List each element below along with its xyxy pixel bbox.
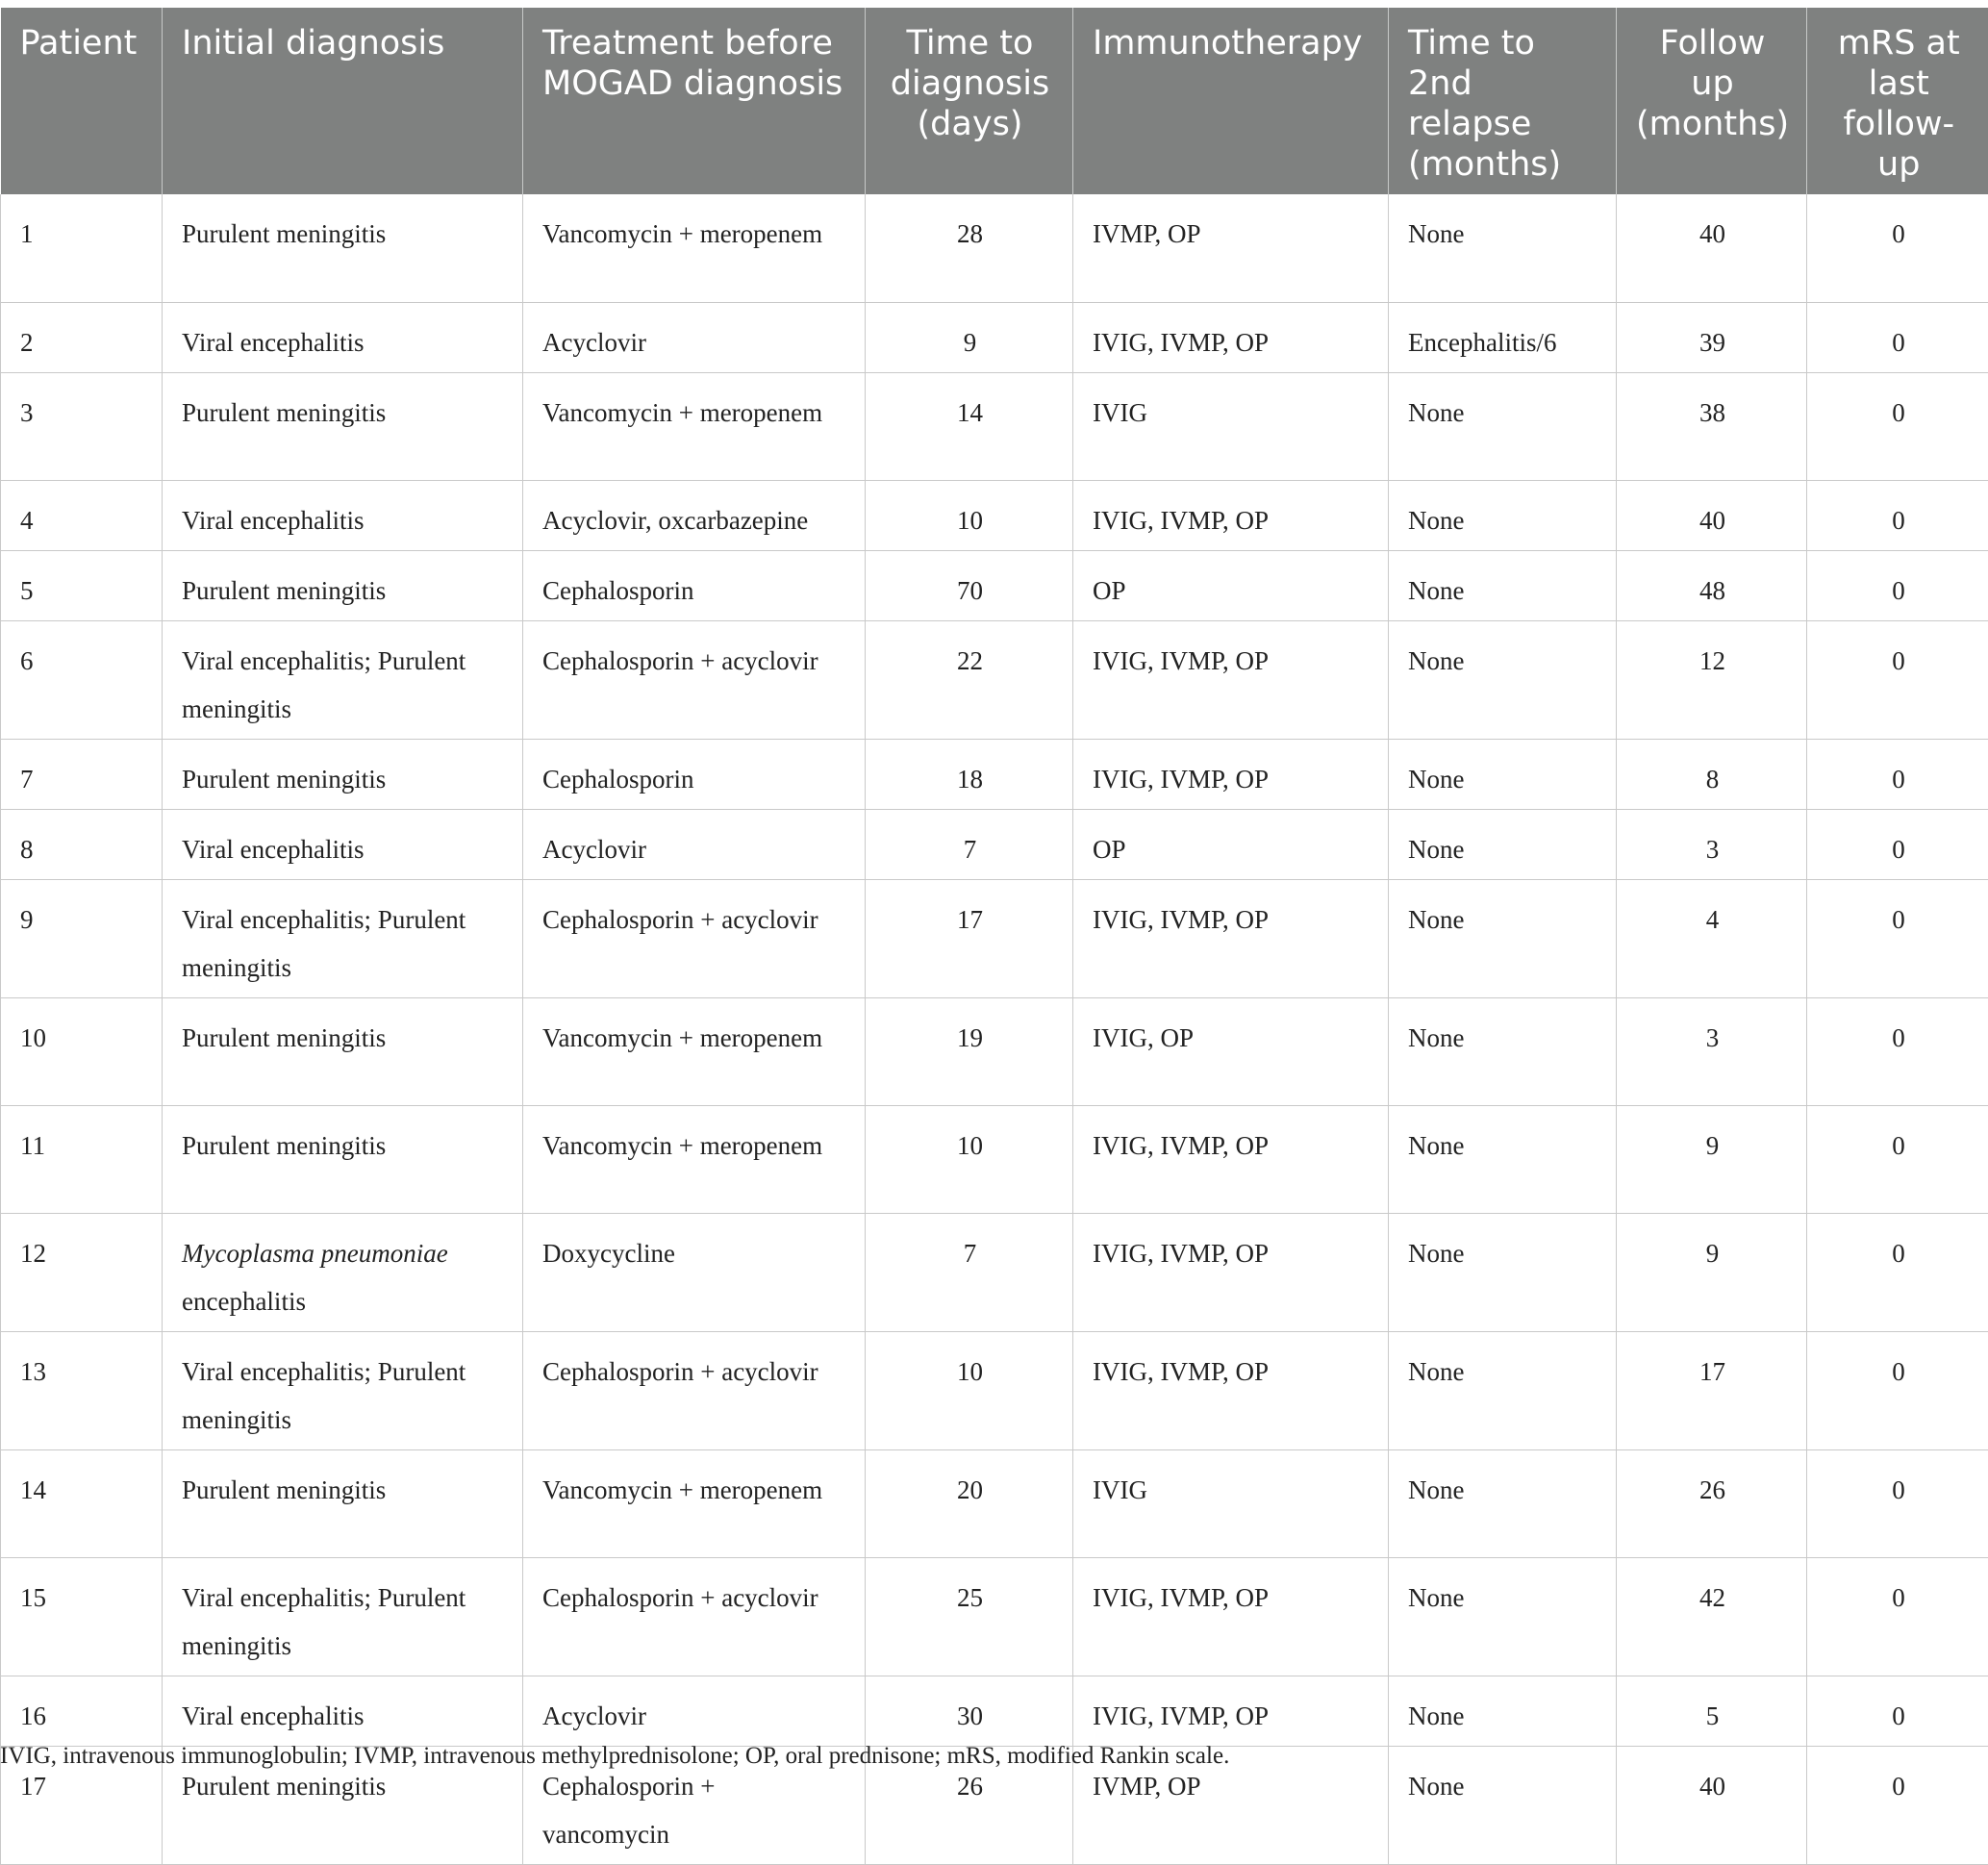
cell-time-to-diagnosis: 30 [866,1676,1073,1746]
cell-time-to-relapse: None [1389,194,1617,302]
cell-time-to-diagnosis: 10 [866,480,1073,550]
cell-initial-diagnosis: Purulent meningitis [163,1746,523,1864]
cell-patient: 15 [1,1557,163,1676]
cell-time-to-diagnosis: 20 [866,1449,1073,1557]
cell-time-to-relapse: None [1389,1676,1617,1746]
table-row [1,620,1988,739]
cell-mrs: 0 [1807,480,1988,550]
cell-time-to-diagnosis: 7 [866,809,1073,879]
cell-follow-up: 4 [1617,879,1807,997]
cell-treatment: Vancomycin + meropenem [523,372,866,480]
table-row [1,997,1988,1105]
cell-time-to-diagnosis: 25 [866,1557,1073,1676]
cell-immunotherapy: IVIG, IVMP, OP [1073,1676,1389,1746]
cell-treatment: Vancomycin + meropenem [523,1449,866,1557]
cell-initial-diagnosis: Purulent meningitis [163,372,523,480]
cell-time-to-relapse: None [1389,879,1617,997]
cell-initial-diagnosis: Purulent meningitis [163,739,523,809]
cell-follow-up: 9 [1617,1105,1807,1213]
table-row [1,809,1988,879]
cell-patient: 12 [1,1213,163,1331]
cell-treatment: Cephalosporin + acyclovir [523,1557,866,1676]
cell-time-to-relapse: Encephalitis/6 [1389,302,1617,372]
cell-time-to-relapse: None [1389,550,1617,620]
cell-patient: 17 [1,1746,163,1864]
cell-initial-diagnosis: Purulent meningitis [163,1449,523,1557]
cell-immunotherapy: IVIG, IVMP, OP [1073,480,1389,550]
cell-treatment: Cephalosporin + acyclovir [523,1331,866,1449]
cell-follow-up: 17 [1617,1331,1807,1449]
cell-mrs: 0 [1807,1331,1988,1449]
cell-treatment: Vancomycin + meropenem [523,194,866,302]
col-header-time-to-diagnosis: Time to diagnosis (days) [866,8,1073,194]
cell-time-to-diagnosis: 7 [866,1213,1073,1331]
cell-immunotherapy: IVIG, IVMP, OP [1073,302,1389,372]
cell-immunotherapy: IVIG, IVMP, OP [1073,739,1389,809]
cell-time-to-diagnosis: 14 [866,372,1073,480]
table-row [1,739,1988,809]
cell-time-to-relapse: None [1389,809,1617,879]
col-header-patient: Patient [1,8,163,194]
cell-initial-diagnosis: Purulent meningitis [163,550,523,620]
cell-time-to-relapse: None [1389,372,1617,480]
cell-immunotherapy: IVIG, IVMP, OP [1073,1331,1389,1449]
cell-follow-up: 26 [1617,1449,1807,1557]
table-row [1,1449,1988,1557]
cell-time-to-relapse: None [1389,997,1617,1105]
cell-treatment: Acyclovir [523,1676,866,1746]
cell-immunotherapy: IVIG, OP [1073,997,1389,1105]
cell-patient: 9 [1,879,163,997]
cell-time-to-diagnosis: 19 [866,997,1073,1105]
cell-follow-up: 48 [1617,550,1807,620]
cell-initial-diagnosis: Viral encephalitis; Purulent meningitis [163,620,523,739]
cell-patient: 5 [1,550,163,620]
cell-initial-diagnosis [163,1213,523,1331]
cell-initial-diagnosis: Viral encephalitis [163,1676,523,1746]
cell-follow-up: 5 [1617,1676,1807,1746]
col-header-mrs: mRS at last follow-up [1807,8,1988,194]
cell-treatment: Cephalosporin [523,550,866,620]
cell-time-to-diagnosis: 17 [866,879,1073,997]
cell-treatment: Acyclovir [523,302,866,372]
cell-immunotherapy: IVMP, OP [1073,194,1389,302]
cell-patient: 3 [1,372,163,480]
cell-mrs: 0 [1807,372,1988,480]
cell-initial-diagnosis: Purulent meningitis [163,194,523,302]
cell-mrs: 0 [1807,302,1988,372]
cell-follow-up: 39 [1617,302,1807,372]
col-header-time-to-relapse: Time to 2nd relapse (months) [1389,8,1617,194]
cell-immunotherapy: IVIG, IVMP, OP [1073,1105,1389,1213]
cell-time-to-diagnosis: 9 [866,302,1073,372]
cell-follow-up: 12 [1617,620,1807,739]
cell-initial-diagnosis: Viral encephalitis; Purulent meningitis [163,1557,523,1676]
cell-treatment: Cephalosporin [523,739,866,809]
cell-patient: 16 [1,1676,163,1746]
cell-immunotherapy: IVIG, IVMP, OP [1073,1557,1389,1676]
cell-patient: 13 [1,1331,163,1449]
cell-time-to-relapse: None [1389,480,1617,550]
cell-immunotherapy: IVIG, IVMP, OP [1073,879,1389,997]
diagnosis-suffix: encephalitis [182,1287,306,1316]
cell-follow-up: 3 [1617,809,1807,879]
cell-time-to-diagnosis: 26 [866,1746,1073,1864]
cell-mrs: 0 [1807,194,1988,302]
cell-treatment: Cephalosporin + vancomycin [523,1746,866,1864]
cell-mrs: 0 [1807,550,1988,620]
cell-mrs: 0 [1807,809,1988,879]
table-row [1,550,1988,620]
cell-treatment: Vancomycin + meropenem [523,997,866,1105]
cell-initial-diagnosis: Purulent meningitis [163,997,523,1105]
cell-follow-up: 9 [1617,1213,1807,1331]
cell-mrs: 0 [1807,739,1988,809]
cell-time-to-diagnosis: 18 [866,739,1073,809]
cell-patient: 10 [1,997,163,1105]
cell-follow-up: 3 [1617,997,1807,1105]
cell-treatment: Cephalosporin + acyclovir [523,620,866,739]
cell-initial-diagnosis: Viral encephalitis [163,809,523,879]
col-header-treatment: Treatment before MOGAD diagnosis [523,8,866,194]
table-footnote: IVIG, intravenous immunoglobulin; IVMP, intravenous methylprednisolone; OP, oral prednisone; mRS, modified Rankin scale. [0,1741,1988,1772]
cell-time-to-relapse: None [1389,1213,1617,1331]
cell-mrs: 0 [1807,1105,1988,1213]
cell-immunotherapy: IVIG, IVMP, OP [1073,620,1389,739]
cell-time-to-relapse: None [1389,1557,1617,1676]
cell-patient: 6 [1,620,163,739]
cell-patient: 11 [1,1105,163,1213]
cell-treatment: Acyclovir, oxcarbazepine [523,480,866,550]
table-row [1,1105,1988,1213]
cell-time-to-relapse: None [1389,1746,1617,1864]
cell-immunotherapy: IVIG [1073,1449,1389,1557]
cell-follow-up: 42 [1617,1557,1807,1676]
cell-mrs: 0 [1807,997,1988,1105]
cell-patient: 7 [1,739,163,809]
cell-immunotherapy: IVIG, IVMP, OP [1073,1213,1389,1331]
cell-initial-diagnosis: Viral encephalitis; Purulent meningitis [163,1331,523,1449]
cell-mrs: 0 [1807,1557,1988,1676]
cell-treatment: Acyclovir [523,809,866,879]
cell-patient: 2 [1,302,163,372]
table-row [1,879,1988,997]
col-header-follow-up: Follow up (months) [1617,8,1807,194]
cell-initial-diagnosis: Viral encephalitis; Purulent meningitis [163,879,523,997]
cell-time-to-diagnosis: 22 [866,620,1073,739]
header-row [1,8,1988,194]
cell-time-to-diagnosis: 28 [866,194,1073,302]
cell-patient: 14 [1,1449,163,1557]
table-row [1,372,1988,480]
col-header-initial-diagnosis: Initial diagnosis [163,8,523,194]
cell-initial-diagnosis: Viral encephalitis [163,480,523,550]
cell-treatment: Cephalosporin + acyclovir [523,879,866,997]
cell-treatment: Doxycycline [523,1213,866,1331]
cell-patient: 1 [1,194,163,302]
cell-immunotherapy: IVMP, OP [1073,1746,1389,1864]
cell-patient: 4 [1,480,163,550]
cell-immunotherapy: IVIG [1073,372,1389,480]
col-header-immunotherapy: Immunotherapy [1073,8,1389,194]
cell-mrs: 0 [1807,1449,1988,1557]
cell-immunotherapy: OP [1073,550,1389,620]
cell-immunotherapy: OP [1073,809,1389,879]
cell-follow-up: 8 [1617,739,1807,809]
cell-follow-up: 38 [1617,372,1807,480]
cell-patient: 8 [1,809,163,879]
cell-mrs: 0 [1807,1746,1988,1864]
table-row [1,1557,1988,1676]
cell-time-to-relapse: None [1389,620,1617,739]
cell-initial-diagnosis: Viral encephalitis [163,302,523,372]
cell-mrs: 0 [1807,1676,1988,1746]
cell-time-to-diagnosis: 70 [866,550,1073,620]
cell-time-to-relapse: None [1389,739,1617,809]
cell-time-to-diagnosis: 10 [866,1105,1073,1213]
table-row [1,194,1988,302]
cell-initial-diagnosis: Purulent meningitis [163,1105,523,1213]
cell-mrs: 0 [1807,879,1988,997]
cell-mrs: 0 [1807,620,1988,739]
cell-follow-up: 40 [1617,1746,1807,1864]
table-row [1,1676,1988,1746]
organism-name: Mycoplasma pneumoniae [182,1239,448,1268]
patient-table [0,8,1988,1865]
cell-time-to-relapse: None [1389,1105,1617,1213]
cell-treatment: Vancomycin + meropenem [523,1105,866,1213]
cell-time-to-relapse: None [1389,1449,1617,1557]
table-row [1,1213,1988,1331]
table-row [1,1331,1988,1449]
cell-follow-up: 40 [1617,194,1807,302]
cell-time-to-relapse: None [1389,1331,1617,1449]
table-row [1,480,1988,550]
cell-follow-up: 40 [1617,480,1807,550]
table-row [1,302,1988,372]
cell-mrs: 0 [1807,1213,1988,1331]
cell-time-to-diagnosis: 10 [866,1331,1073,1449]
